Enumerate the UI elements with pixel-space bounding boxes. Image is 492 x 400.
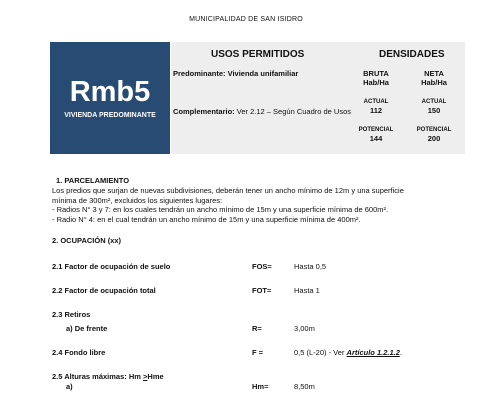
bruta-potencial	[351, 127, 401, 143]
zone-code-box	[50, 42, 170, 154]
parcelamiento-line: - Radio N° 4: en el cual tendrán un ancho mínimo de 15m y una superficie mínima de 400m².	[52, 214, 361, 224]
bruta-actual	[351, 99, 401, 115]
ocupacion-title: 2. OCUPACIÓN (xx)	[52, 236, 122, 245]
fondo-value-suffix: .	[399, 348, 402, 357]
alturas-label-prefix: 2.5 Alturas máximas: Hm	[52, 372, 144, 381]
neta-head: NETA	[424, 69, 444, 78]
retiros-label: 2.3 Retiros	[52, 310, 91, 319]
density-neta-column	[409, 69, 459, 87]
parcelamiento-line: Los predios que surjan de nuevas subdivisiones, deberán tener un ancho mínimo de 12m y una superficie	[52, 186, 404, 195]
zone-code-subtitle: VIVIENDA PREDOMINANTE	[64, 112, 156, 119]
fondo-value	[294, 348, 402, 357]
parcelamiento-title: 1. PARCELAMIENTO	[56, 176, 130, 185]
bruta-potencial-value: 144	[369, 134, 383, 143]
parcelamiento-line: - Radios N° 3 y 7: en los cuales tendrán un ancho mínimo de 15m y una superficie mínima de 600m².	[52, 205, 389, 214]
zoning-header-block	[50, 42, 465, 154]
fos-key: FOS=	[252, 262, 272, 271]
fot-label: 2.2 Factor de ocupación total	[52, 286, 156, 295]
alturas-label-symbol: >	[143, 372, 148, 381]
retiros-key: R=	[252, 324, 262, 333]
neta-potencial-value: 200	[427, 134, 441, 143]
uso-predominante: Predominante: Vivienda unifamiliar	[173, 69, 299, 78]
alturas-label	[52, 372, 164, 381]
uses-density-panel	[171, 42, 465, 154]
parcelamiento-text	[52, 186, 472, 224]
articulo-link[interactable]: Artículo 1.2.1.2	[346, 348, 400, 357]
density-bruta-column	[351, 69, 401, 87]
alturas-sub-label: a)	[66, 382, 73, 391]
complementario-text: Ver 2.12 – Según Cuadro de Usos	[234, 107, 352, 116]
retiros-frente-label: a) De frente	[66, 324, 108, 333]
zone-code: Rmb5	[69, 76, 151, 108]
alturas-value: 8,50m	[294, 382, 315, 391]
bruta-potencial-label: POTENCIAL	[358, 127, 394, 133]
retiros-value: 3,00m	[294, 324, 315, 333]
complementario-label: Complementario:	[173, 107, 235, 116]
fot-key: FOT=	[252, 286, 272, 295]
bruta-actual-label: ACTUAL	[363, 99, 389, 105]
fondo-label: 2.4 Fondo libre	[52, 348, 106, 357]
municipality-header: MUNICIPALIDAD DE SAN ISIDRO	[189, 16, 303, 23]
fos-value: Hasta 0,5	[294, 262, 327, 271]
bruta-actual-value: 112	[369, 106, 383, 115]
alturas-key: Hm=	[252, 382, 269, 391]
usos-title: USOS PERMITIDOS	[211, 49, 305, 60]
fondo-key: F =	[252, 348, 264, 357]
parcelamiento-line: mínima de 300m², excluidos los siguientes lugares:	[52, 195, 223, 205]
bruta-unit: Hab/Ha	[363, 78, 389, 87]
alturas-label-suffix: Hme	[147, 372, 164, 381]
bruta-head: BRUTA	[363, 69, 389, 78]
neta-unit: Hab/Ha	[421, 78, 447, 87]
neta-potencial-label: POTENCIAL	[416, 127, 452, 133]
neta-potencial	[409, 127, 459, 143]
neta-actual	[409, 99, 459, 115]
fos-label: 2.1 Factor de ocupación de suelo	[52, 262, 171, 271]
densidades-title: DENSIDADES	[379, 49, 445, 60]
fondo-value-prefix: 0,5 (L-20) - Ver	[294, 348, 347, 357]
neta-actual-value: 150	[427, 106, 441, 115]
uso-complementario	[173, 107, 357, 117]
fot-value: Hasta 1	[294, 286, 320, 295]
neta-actual-label: ACTUAL	[421, 99, 447, 105]
